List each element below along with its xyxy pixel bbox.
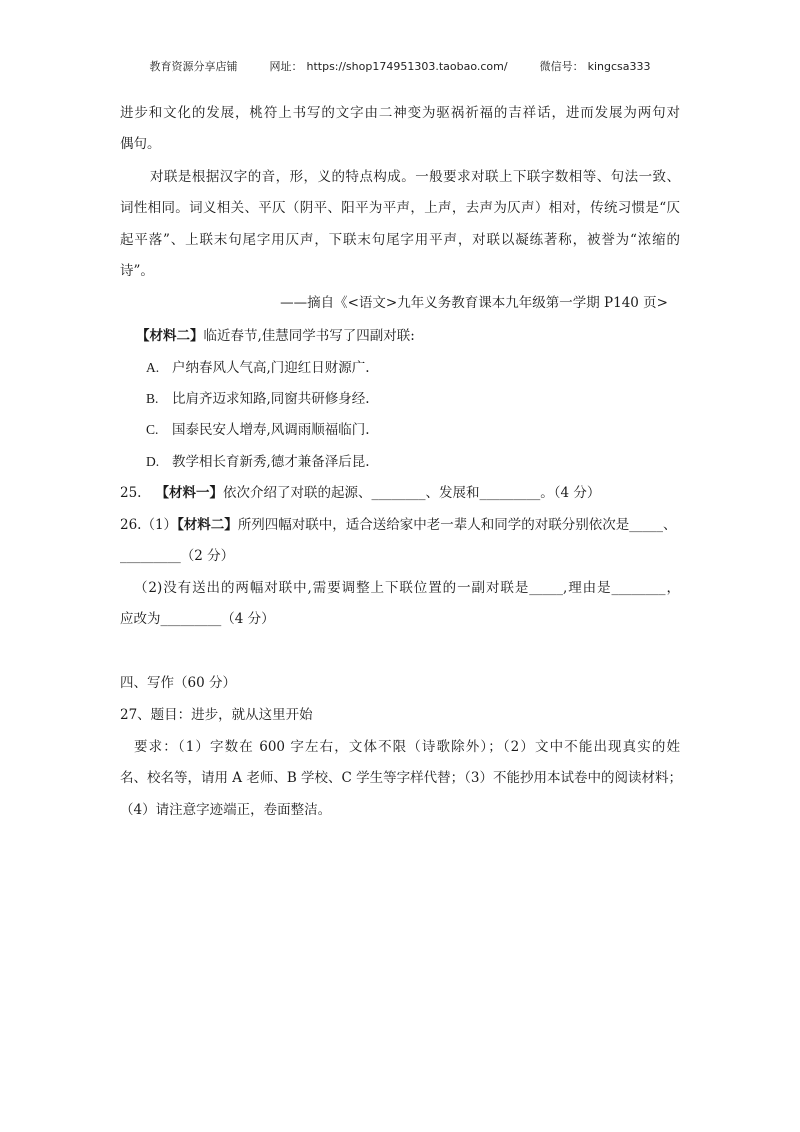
para2-line-3: 起平落”、上联末句尾字用仄声，下联末句尾字用平声，对联以凝练著称，被誉为“浓缩的 xyxy=(120,232,680,248)
wechat-label: 微信号： xyxy=(539,60,584,73)
option-text: 户纳春风人气高,门迎红日财源广. xyxy=(172,360,370,376)
requirements-line-1: 要求：（1）字数在 600 字左右，文体不限（诗歌除外）；（2）文中不能出现真实的姓 xyxy=(134,739,680,755)
question-26-part2-line1: （2)没有送出的两幅对联中,需要调整上下联位置的一副对联是_____,理由是________， xyxy=(134,580,680,596)
intro-line-1: 进步和文化的发展，桃符上书写的文字由二神变为驱祸祈福的吉祥话，进而发展为两句对 xyxy=(120,105,680,121)
option-text: 国泰民安人增寿,风调雨顺福临门. xyxy=(172,422,370,438)
q25-number: 25. xyxy=(120,485,142,501)
para2-line-4: 诗”。 xyxy=(120,263,154,279)
option-text: 教学相长育新秀,德才兼备泽后昆. xyxy=(172,454,370,470)
shop-name: 教育资源分享店铺 xyxy=(149,60,238,73)
question-27-title: 27、题目：进步，就从这里开始 xyxy=(120,707,313,723)
wechat-id: kingcsa333 xyxy=(587,60,651,73)
option-b xyxy=(146,389,706,409)
q26-prefix: 26.（1） xyxy=(120,517,178,533)
para2-line-1: 对联是根据汉字的音，形，义的特点构成。一般要求对联上下联字数相等、句法一致、 xyxy=(150,169,680,185)
option-c xyxy=(146,420,706,440)
question-26-part2-line2: 应改为_________（4 分） xyxy=(120,611,275,627)
material2-tag: 【材料二】 xyxy=(136,328,204,344)
option-label: D. xyxy=(146,454,160,469)
shop-url[interactable]: https://shop174951303.taobao.com/ xyxy=(306,60,508,73)
option-text: 比肩齐迈求知路,同窗共研修身经. xyxy=(172,391,370,407)
q26-part1-text: 所列四幅对联中，适合送给家中老一辈人和同学的对联分别依次是_____、 xyxy=(237,517,677,533)
section-4-title: 四、写作（60 分） xyxy=(120,675,236,691)
source-citation: ——摘自《<语文>九年义务教育课本九年级第一学期 P140 页> xyxy=(280,295,668,311)
requirements-line-2: 名、校名等，请用 A 老师、B 学校、C 学生等字样代替；（3）不能抄用本试卷中的阅读材料； xyxy=(120,770,683,786)
requirements-line-3: （4）请注意字迹端正，卷面整洁。 xyxy=(120,802,332,818)
intro-line-2: 偶句。 xyxy=(120,136,161,152)
url-label: 网址： xyxy=(269,60,303,73)
option-label: B. xyxy=(146,391,159,406)
page-header xyxy=(0,58,800,74)
q25-text: 依次介绍了对联的起源、________、发展和_________。（4 分） xyxy=(222,485,601,501)
material2-intro xyxy=(136,326,696,346)
q25-tag: 【材料一】 xyxy=(155,485,223,501)
option-d xyxy=(146,452,706,472)
question-25 xyxy=(120,483,680,503)
question-26-part1 xyxy=(120,515,680,535)
question-26-part1-cont: _________（2 分） xyxy=(120,548,235,564)
option-label: A. xyxy=(146,360,160,375)
q26-tag: 【材料二】 xyxy=(177,517,238,533)
option-a xyxy=(146,358,706,378)
para2-line-2: 词性相同。词义相关、平仄（阴平、阳平为平声，上声，去声为仄声）相对，传统习惯是“仄 xyxy=(120,200,680,216)
material2-intro-text: 临近春节,佳慧同学书写了四副对联: xyxy=(203,328,415,344)
option-label: C. xyxy=(146,422,159,437)
